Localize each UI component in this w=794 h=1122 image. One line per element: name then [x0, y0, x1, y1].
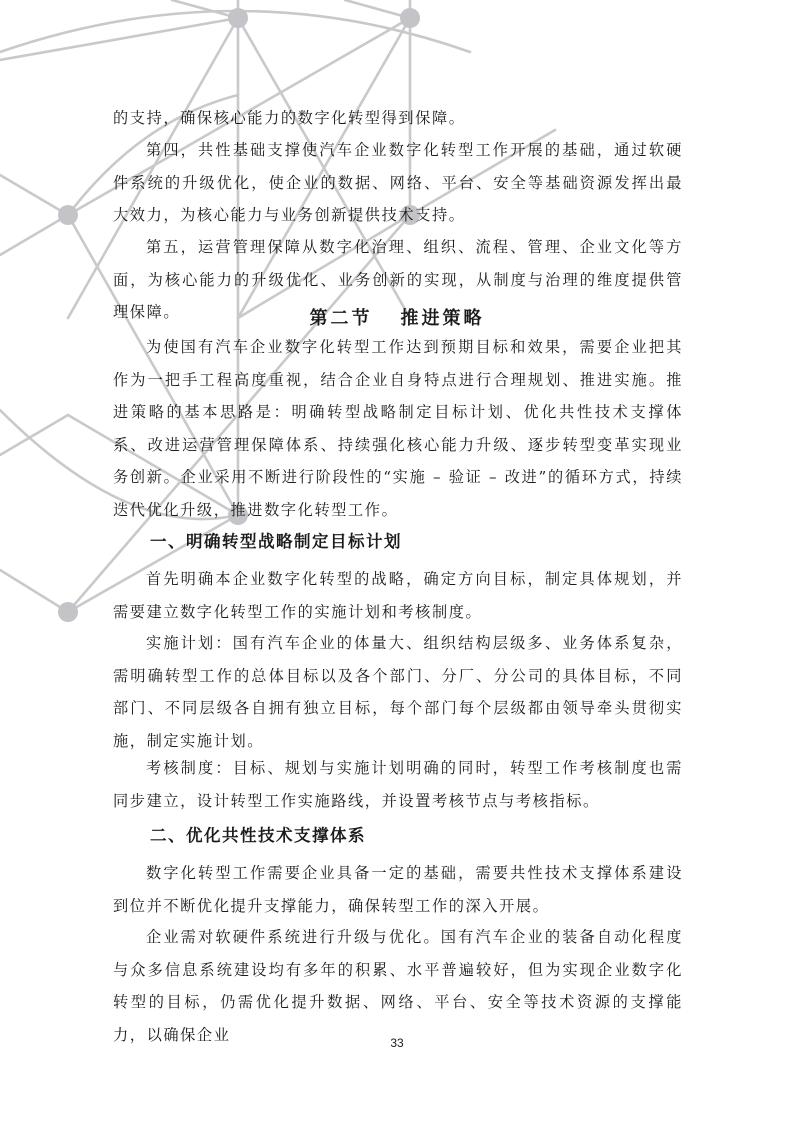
paragraph-assessment-system: 考核制度：目标、规划与实施计划明确的同时，转型工作考核制度也需同步建立，设计转型工作实施路线，并设置考核节点与考核指标。 — [113, 759, 683, 810]
paragraph-implementation-plan: 实施计划：国有汽车企业的体量大、组织结构层级多、业务体系复杂，需明确转型工作的总体目标以及各个部门、分厂、分公司的具体目标，不同部门、不同层级各自拥有独立目标，每个部门每个层级都由领导牵头贯彻实施，制定实施计划。 — [113, 634, 683, 750]
section-number: 第二节 — [309, 308, 373, 329]
paragraph-fifth: 第五，运营管理保障从数字化治理、组织、流程、管理、企业文化等方面，为核心能力的升级优化、业务创新的实现，从制度与治理的维度提供管理保障。 — [113, 238, 683, 321]
page-number: 33 — [390, 1036, 404, 1050]
heading-two: 二、优化共性技术支撑体系 — [150, 826, 366, 845]
section-name: 推进策略 — [400, 308, 485, 329]
paragraph-strategy-goal: 首先明确本企业数字化转型的战略，确定方向目标，制定具体规划，并需要建立数字化转型工作的实施计划和考核制度。 — [113, 570, 683, 621]
paragraph-continuation: 的支持，确保核心能力的数字化转型得到保障。 — [113, 109, 466, 127]
heading-one: 一、明确转型战略制定目标计划 — [150, 532, 402, 551]
paragraph-system-upgrade: 企业需对软硬件系统进行升级与优化。国有汽车企业的装备自动化程度与众多信息系统建设均有多年的积累、水平普遍较好，但为实现企业数字化转型的目标，仍需优化提升数据、网络、平台、安全等技术资源的支撑能力，以确保企业 — [113, 928, 683, 1044]
section-title — [0, 305, 794, 333]
paragraph-strategy-intro: 为使国有汽车企业数字化转型工作达到预期目标和效果，需要企业把其作为一把手工程高度重视，结合企业自身特点进行合理规划、推进实施。推进策略的基本思路是：明确转型战略制定目标计划、优化共性技术支撑体系、改进运营管理保障体系、持续强化核心能力升级、逐步转型变革实现业务创新。企业采用不断进行阶段性的“实施 – 验证 – 改进”的循环方式，持续迭代优化升级，推进数字化转型工作。 — [113, 338, 683, 519]
paragraph-tech-support: 数字化转型工作需要企业具备一定的基础，需要共性技术支撑体系建设到位并不断优化提升支撑能力，确保转型工作的深入开展。 — [113, 864, 683, 915]
paragraph-fourth: 第四，共性基础支撑使汽车企业数字化转型工作开展的基础，通过软硬件系统的升级优化，使企业的数据、网络、平台、安全等基础资源发挥出最大效力，为核心能力与业务创新提供技术支持。 — [113, 141, 683, 224]
